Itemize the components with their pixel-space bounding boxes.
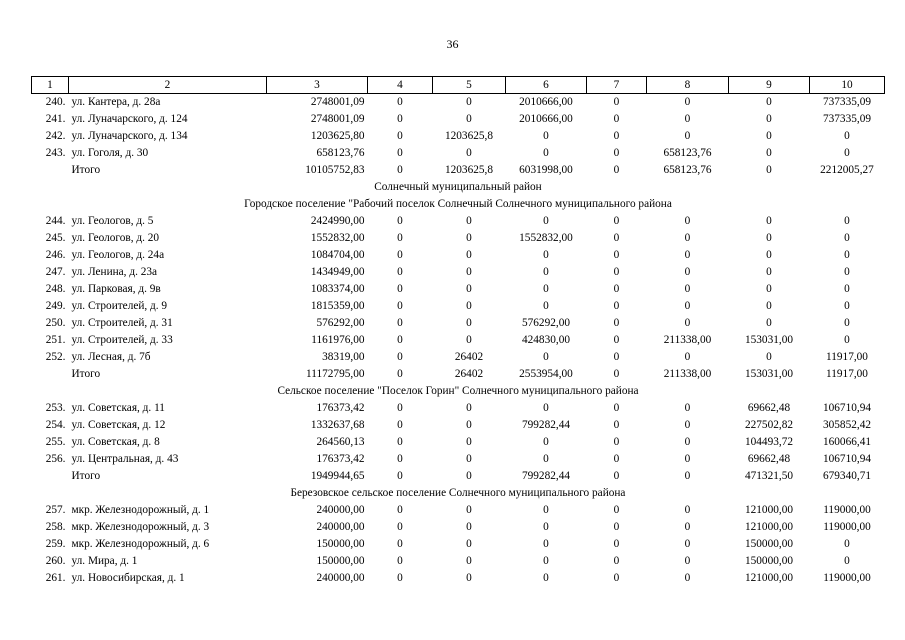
amount-cell: 0 xyxy=(684,215,691,227)
row-number: 247. xyxy=(45,266,66,278)
amount-cell: 576292,00 xyxy=(316,317,365,329)
amount-cell: 0 xyxy=(543,266,549,278)
amount-cell: 0 xyxy=(543,215,549,227)
row-number: 260. xyxy=(45,555,66,567)
amount-cell: 0 xyxy=(613,232,620,244)
amount-cell: 658123,76 xyxy=(316,147,365,159)
amount-cell: 0 xyxy=(466,504,472,516)
amount-cell: 0 xyxy=(397,317,403,329)
amount-cell: 121000,00 xyxy=(744,521,793,533)
table-row xyxy=(32,570,885,587)
amount-cell: 1552832,00 xyxy=(519,232,573,244)
address-cell: мкр. Железнодорожный, д. 6 xyxy=(71,538,210,550)
amount-cell: 0 xyxy=(397,164,403,176)
amount-cell: 0 xyxy=(684,453,691,465)
amount-cell: 799282,44 xyxy=(521,419,570,431)
amount-cell: 0 xyxy=(397,453,403,465)
amount-cell: 211338,00 xyxy=(663,368,712,380)
address-cell: ул. Геологов, д. 20 xyxy=(71,232,160,244)
table-row xyxy=(32,519,885,536)
amount-cell: 0 xyxy=(684,96,691,108)
row-number: 255. xyxy=(45,436,66,448)
amount-cell: 211338,00 xyxy=(663,334,712,346)
amount-cell: 0 xyxy=(613,368,620,380)
amount-cell: 0 xyxy=(466,147,472,159)
amount-cell: 0 xyxy=(397,419,403,431)
amount-cell: 0 xyxy=(684,113,691,125)
amount-cell: 0 xyxy=(397,351,403,363)
amount-cell: 0 xyxy=(466,453,472,465)
amount-cell: 0 xyxy=(466,419,472,431)
row-number xyxy=(32,162,69,179)
amount-cell: 11917,00 xyxy=(826,351,868,363)
amount-cell: 0 xyxy=(766,300,772,312)
amount-cell: 0 xyxy=(684,266,691,278)
amount-cell: 0 xyxy=(397,368,403,380)
amount-cell: 0 xyxy=(466,283,472,295)
amount-cell: 0 xyxy=(766,249,772,261)
amount-cell: 471321,50 xyxy=(744,470,793,482)
amount-cell: 0 xyxy=(397,334,403,346)
amount-cell: 0 xyxy=(543,453,549,465)
amount-cell: 679340,71 xyxy=(822,470,871,482)
amount-cell: 1084704,00 xyxy=(310,249,365,261)
amount-cell: 104493,72 xyxy=(744,436,793,448)
amount-cell: 424830,00 xyxy=(521,334,570,346)
amount-cell: 2010666,00 xyxy=(519,96,573,108)
table-row xyxy=(32,349,885,366)
amount-cell: 0 xyxy=(466,521,472,533)
amount-cell: 0 xyxy=(684,232,691,244)
amount-cell: 153031,00 xyxy=(744,368,793,380)
amount-cell: 240000,00 xyxy=(316,572,365,584)
amount-cell: 150000,00 xyxy=(744,538,793,550)
address-cell: ул. Центральная, д. 43 xyxy=(71,453,179,465)
address-cell: мкр. Железнодорожный, д. 1 xyxy=(71,504,210,516)
amount-cell: 0 xyxy=(766,147,772,159)
row-number: 256. xyxy=(45,453,66,465)
amount-cell: 0 xyxy=(613,215,620,227)
row-number: 245. xyxy=(45,232,66,244)
amount-cell: 576292,00 xyxy=(521,317,570,329)
amount-cell: 0 xyxy=(844,317,850,329)
amount-cell: 0 xyxy=(613,266,620,278)
amount-cell: 0 xyxy=(684,351,691,363)
amount-cell: 0 xyxy=(684,317,691,329)
table-row xyxy=(32,553,885,570)
amount-cell: 119000,00 xyxy=(823,572,871,584)
amount-cell: 0 xyxy=(397,436,403,448)
amount-cell: 240000,00 xyxy=(316,521,365,533)
amount-cell: 176373,42 xyxy=(316,453,365,465)
amount-cell: 0 xyxy=(684,572,691,584)
row-number: 242. xyxy=(45,130,66,142)
amount-cell: 6031998,00 xyxy=(519,164,573,176)
amount-cell: 0 xyxy=(543,402,549,414)
header-cell: 2 xyxy=(69,77,267,94)
amount-cell: 0 xyxy=(613,572,620,584)
table-row xyxy=(32,128,885,145)
header-cell: 5 xyxy=(433,77,506,94)
amount-cell: 0 xyxy=(684,555,691,567)
table-row xyxy=(32,451,885,468)
amount-cell: 0 xyxy=(844,266,850,278)
amount-cell: 1332637,68 xyxy=(310,419,365,431)
row-number: 253. xyxy=(45,402,66,414)
row-number: 250. xyxy=(45,317,66,329)
amount-cell: 119000,00 xyxy=(823,521,871,533)
amount-cell: 0 xyxy=(543,504,549,516)
amount-cell: 0 xyxy=(613,436,620,448)
amount-cell: 0 xyxy=(397,266,403,278)
amount-cell: 0 xyxy=(466,436,472,448)
amount-cell: 737335,09 xyxy=(822,96,871,108)
row-number: 251. xyxy=(45,334,66,346)
amount-cell: 2553954,00 xyxy=(519,368,573,380)
amount-cell: 0 xyxy=(613,555,620,567)
table-row xyxy=(32,315,885,332)
amount-cell: 0 xyxy=(684,402,691,414)
amount-cell: 1815359,00 xyxy=(310,300,365,312)
amount-cell: 0 xyxy=(766,232,772,244)
address-cell: ул. Мира, д. 1 xyxy=(71,555,138,567)
address-cell: ул. Гоголя, д. 30 xyxy=(71,147,149,159)
address-cell: Итого xyxy=(71,368,101,380)
amount-cell: 0 xyxy=(613,113,620,125)
row-number: 259. xyxy=(45,538,66,550)
amount-cell: 0 xyxy=(613,453,620,465)
section-title: Березовское сельское поселение Солнечного муниципального района xyxy=(290,487,626,499)
amount-cell: 737335,09 xyxy=(822,113,871,125)
amount-cell: 0 xyxy=(397,249,403,261)
amount-cell: 0 xyxy=(613,538,620,550)
header-cell: 1 xyxy=(32,77,69,94)
amount-cell: 10105752,83 xyxy=(305,164,365,176)
amount-cell: 38319,00 xyxy=(322,351,365,363)
amount-cell: 0 xyxy=(543,147,549,159)
amount-cell: 0 xyxy=(613,249,620,261)
amount-cell: 176373,42 xyxy=(316,402,365,414)
amount-cell: 0 xyxy=(397,113,403,125)
amount-cell: 0 xyxy=(613,470,620,482)
budget-table xyxy=(31,76,885,587)
amount-cell: 0 xyxy=(466,402,472,414)
address-cell: ул. Геологов, д. 5 xyxy=(71,215,154,227)
amount-cell: 106710,94 xyxy=(822,453,871,465)
amount-cell: 0 xyxy=(397,402,403,414)
header-cell: 8 xyxy=(647,77,729,94)
amount-cell: 0 xyxy=(613,96,620,108)
amount-cell: 2748001,09 xyxy=(310,96,365,108)
amount-cell: 0 xyxy=(844,334,850,346)
table-row xyxy=(32,434,885,451)
amount-cell: 0 xyxy=(844,215,850,227)
amount-cell: 0 xyxy=(543,249,549,261)
amount-cell: 0 xyxy=(684,300,691,312)
amount-cell: 0 xyxy=(543,130,549,142)
amount-cell: 0 xyxy=(543,436,549,448)
amount-cell: 0 xyxy=(766,283,772,295)
amount-cell: 0 xyxy=(543,351,549,363)
amount-cell: 0 xyxy=(466,300,472,312)
table-row xyxy=(32,264,885,281)
table-body xyxy=(32,77,885,588)
amount-cell: 11172795,00 xyxy=(306,368,365,380)
amount-cell: 0 xyxy=(397,555,403,567)
amount-cell: 0 xyxy=(466,113,472,125)
amount-cell: 0 xyxy=(766,266,772,278)
amount-cell: 0 xyxy=(397,572,403,584)
amount-cell: 2010666,00 xyxy=(519,113,573,125)
amount-cell: 0 xyxy=(613,164,620,176)
table-row xyxy=(32,94,885,112)
amount-cell: 160066,41 xyxy=(822,436,871,448)
amount-cell: 0 xyxy=(844,147,850,159)
table-row xyxy=(32,400,885,417)
amount-cell: 0 xyxy=(684,470,691,482)
amount-cell: 0 xyxy=(684,130,691,142)
amount-cell: 1949944,65 xyxy=(310,470,365,482)
row-number: 249. xyxy=(45,300,66,312)
table-row xyxy=(32,298,885,315)
table-row xyxy=(32,332,885,349)
amount-cell: 799282,44 xyxy=(521,470,570,482)
address-cell: ул. Геологов, д. 24а xyxy=(71,249,165,261)
section-header-row xyxy=(32,196,885,213)
amount-cell: 1203625,8 xyxy=(444,164,493,176)
amount-cell: 0 xyxy=(844,130,850,142)
table-row xyxy=(32,111,885,128)
address-cell: ул. Ленина, д. 23а xyxy=(71,266,158,278)
amount-cell: 0 xyxy=(466,317,472,329)
amount-cell: 26402 xyxy=(454,368,484,380)
address-cell: ул. Луначарского, д. 134 xyxy=(71,130,188,142)
section-header-row xyxy=(32,485,885,502)
total-row xyxy=(32,366,885,383)
amount-cell: 0 xyxy=(613,147,620,159)
amount-cell: 0 xyxy=(397,283,403,295)
table-row xyxy=(32,536,885,553)
amount-cell: 0 xyxy=(684,436,691,448)
row-number: 258. xyxy=(45,521,66,533)
table-row xyxy=(32,281,885,298)
row-number: 241. xyxy=(45,113,66,125)
table-row xyxy=(32,230,885,247)
amount-cell: 119000,00 xyxy=(823,504,871,516)
amount-cell: 0 xyxy=(397,504,403,516)
amount-cell: 658123,76 xyxy=(663,147,712,159)
amount-cell: 1552832,00 xyxy=(310,232,365,244)
section-header-row xyxy=(32,383,885,400)
row-number xyxy=(32,468,69,485)
header-cell: 10 xyxy=(810,77,885,94)
page-number: 36 xyxy=(446,37,459,51)
header-cell: 6 xyxy=(506,77,587,94)
amount-cell: 150000,00 xyxy=(744,555,793,567)
table-row xyxy=(32,502,885,519)
amount-cell: 0 xyxy=(543,283,549,295)
amount-cell: 0 xyxy=(466,96,472,108)
amount-cell: 0 xyxy=(613,351,620,363)
amount-cell: 0 xyxy=(844,300,850,312)
amount-cell: 2212005,27 xyxy=(820,164,874,176)
amount-cell: 0 xyxy=(844,555,850,567)
amount-cell: 0 xyxy=(844,538,850,550)
amount-cell: 0 xyxy=(684,249,691,261)
address-cell: ул. Советская, д. 12 xyxy=(71,419,166,431)
amount-cell: 0 xyxy=(844,283,850,295)
section-title: Сельское поселение "Поселок Горин" Солнечного муниципального района xyxy=(277,385,639,397)
row-number: 257. xyxy=(45,504,66,516)
amount-cell: 0 xyxy=(613,334,620,346)
amount-cell: 1203625,80 xyxy=(310,130,365,142)
amount-cell: 0 xyxy=(766,215,772,227)
amount-cell: 227502,82 xyxy=(744,419,793,431)
table-row xyxy=(32,247,885,264)
amount-cell: 0 xyxy=(766,351,772,363)
amount-cell: 0 xyxy=(397,130,403,142)
amount-cell: 0 xyxy=(543,538,549,550)
amount-cell: 658123,76 xyxy=(663,164,712,176)
header-cell: 9 xyxy=(729,77,810,94)
amount-cell: 0 xyxy=(844,249,850,261)
amount-cell: 0 xyxy=(613,402,620,414)
amount-cell: 150000,00 xyxy=(316,538,365,550)
amount-cell: 0 xyxy=(466,572,472,584)
row-number: 248. xyxy=(45,283,66,295)
amount-cell: 0 xyxy=(613,521,620,533)
amount-cell: 1203625,8 xyxy=(444,130,493,142)
amount-cell: 0 xyxy=(397,470,403,482)
table-row xyxy=(32,145,885,162)
address-cell: мкр. Железнодорожный, д. 3 xyxy=(71,521,210,533)
amount-cell: 2748001,09 xyxy=(310,113,365,125)
amount-cell: 0 xyxy=(397,232,403,244)
section-title: Солнечный муниципальный район xyxy=(374,181,542,193)
amount-cell: 0 xyxy=(766,113,772,125)
header-cell: 4 xyxy=(368,77,433,94)
amount-cell: 69662,48 xyxy=(747,453,791,465)
amount-cell: 0 xyxy=(684,538,691,550)
header-cell: 7 xyxy=(587,77,647,94)
amount-cell: 0 xyxy=(466,249,472,261)
amount-cell: 0 xyxy=(844,232,850,244)
amount-cell: 106710,94 xyxy=(822,402,871,414)
amount-cell: 0 xyxy=(466,215,472,227)
amount-cell: 11917,00 xyxy=(826,368,868,380)
amount-cell: 0 xyxy=(543,521,549,533)
amount-cell: 0 xyxy=(684,521,691,533)
address-cell: ул. Новосибирская, д. 1 xyxy=(71,572,185,584)
address-cell: ул. Строителей, д. 33 xyxy=(71,334,173,346)
address-cell: Итого xyxy=(71,470,101,482)
header-cell: 3 xyxy=(267,77,368,94)
address-cell: ул. Парковая, д. 9в xyxy=(71,283,161,295)
row-number: 244. xyxy=(45,215,66,227)
row-number: 261. xyxy=(45,572,66,584)
amount-cell: 69662,48 xyxy=(747,402,791,414)
amount-cell: 26402 xyxy=(454,351,484,363)
section-header-row xyxy=(32,179,885,196)
amount-cell: 0 xyxy=(397,215,403,227)
amount-cell: 0 xyxy=(613,317,620,329)
amount-cell: 153031,00 xyxy=(744,334,793,346)
amount-cell: 0 xyxy=(397,147,403,159)
row-number: 252. xyxy=(45,351,66,363)
amount-cell: 305852,42 xyxy=(822,419,871,431)
amount-cell: 0 xyxy=(766,96,772,108)
amount-cell: 0 xyxy=(397,300,403,312)
amount-cell: 150000,00 xyxy=(316,555,365,567)
header-row xyxy=(32,77,885,94)
amount-cell: 0 xyxy=(466,538,472,550)
amount-cell: 121000,00 xyxy=(744,572,793,584)
row-number: 254. xyxy=(45,419,66,431)
amount-cell: 0 xyxy=(543,555,549,567)
amount-cell: 1083374,00 xyxy=(310,283,365,295)
row-number xyxy=(32,366,69,383)
amount-cell: 0 xyxy=(397,96,403,108)
amount-cell: 0 xyxy=(613,283,620,295)
amount-cell: 264560,13 xyxy=(316,436,365,448)
amount-cell: 0 xyxy=(543,572,549,584)
address-cell: Итого xyxy=(71,164,101,176)
amount-cell: 121000,00 xyxy=(744,504,793,516)
amount-cell: 0 xyxy=(766,130,772,142)
amount-cell: 0 xyxy=(466,470,472,482)
amount-cell: 0 xyxy=(613,419,620,431)
amount-cell: 0 xyxy=(466,334,472,346)
amount-cell: 240000,00 xyxy=(316,504,365,516)
table-row xyxy=(32,213,885,230)
address-cell: ул. Лесная, д. 7б xyxy=(71,351,151,363)
address-cell: ул. Строителей, д. 9 xyxy=(71,300,168,312)
amount-cell: 0 xyxy=(397,521,403,533)
amount-cell: 0 xyxy=(466,232,472,244)
row-number: 246. xyxy=(45,249,66,261)
row-number: 240. xyxy=(45,96,66,108)
section-title: Городское поселение "Рабочий поселок Солнечный Солнечного муниципального района xyxy=(244,198,672,210)
amount-cell: 0 xyxy=(466,555,472,567)
total-row xyxy=(32,162,885,179)
amount-cell: 0 xyxy=(684,283,691,295)
amount-cell: 1161976,00 xyxy=(311,334,365,346)
address-cell: ул. Кантера, д. 28а xyxy=(71,96,161,108)
address-cell: ул. Советская, д. 8 xyxy=(71,436,160,448)
amount-cell: 0 xyxy=(766,317,772,329)
address-cell: ул. Советская, д. 11 xyxy=(71,402,165,414)
total-row xyxy=(32,468,885,485)
amount-cell: 0 xyxy=(613,130,620,142)
amount-cell: 2424990,00 xyxy=(310,215,365,227)
amount-cell: 0 xyxy=(613,300,620,312)
address-cell: ул. Луначарского, д. 124 xyxy=(71,113,188,125)
amount-cell: 0 xyxy=(466,266,472,278)
amount-cell: 1434949,00 xyxy=(310,266,365,278)
amount-cell: 0 xyxy=(543,300,549,312)
amount-cell: 0 xyxy=(766,164,772,176)
amount-cell: 0 xyxy=(397,538,403,550)
amount-cell: 0 xyxy=(684,504,691,516)
address-cell: ул. Строителей, д. 31 xyxy=(71,317,173,329)
table-row xyxy=(32,417,885,434)
amount-cell: 0 xyxy=(613,504,620,516)
amount-cell: 0 xyxy=(684,419,691,431)
row-number: 243. xyxy=(45,147,66,159)
